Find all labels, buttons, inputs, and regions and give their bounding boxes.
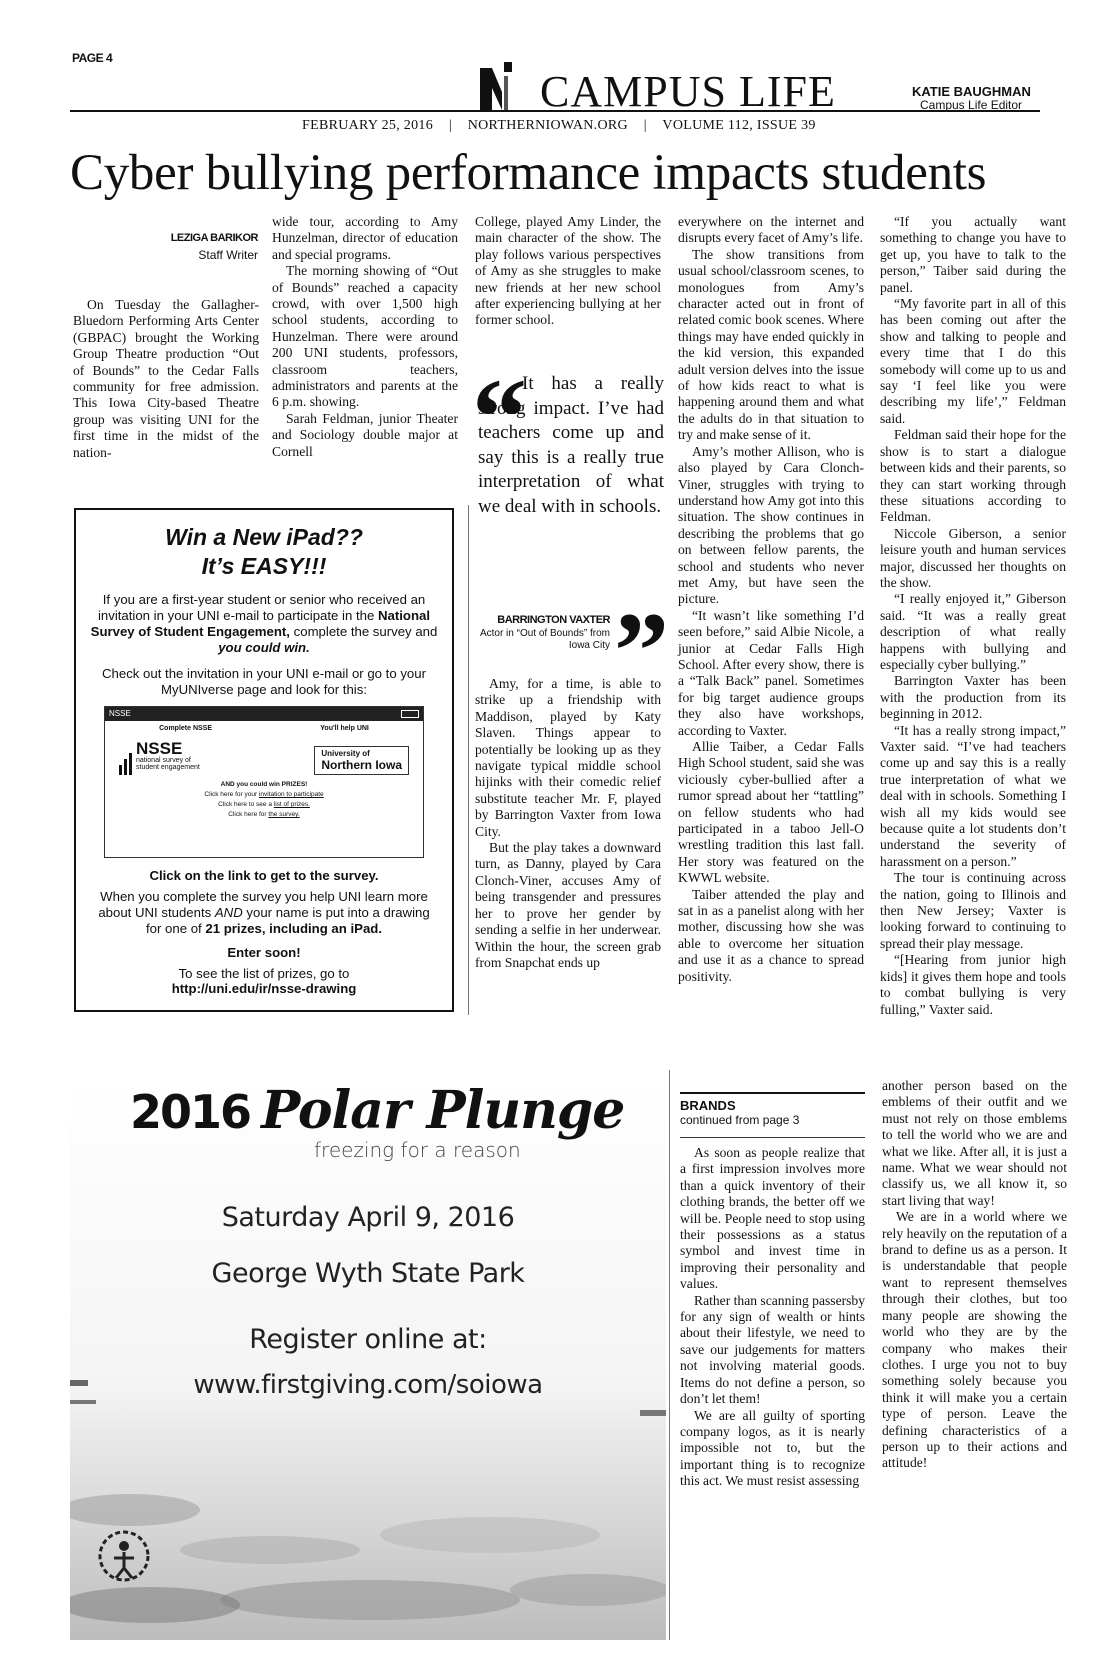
nsse-survey-link[interactable]: the survey. [268,811,300,818]
paragraph: Amy’s mother Allison, who is also played by Cara Clonch-Viner, struggles with trying to understand how Amy got into this situation. The show continues in describing the problems that go on between fellow parents, the school and students who never met Amy, but have seen the picture. [678,443,864,607]
paragraph: The show transitions from usual school/classroom scenes, to monologues from Amy’s character acted out in front of related comic book scenes. Where things may have ended quickly in the kid version, this expanded adult version delves into the issue of how kids react to what is happening around them and what the adults do in that situation to try and make sense of it. [678,246,864,443]
ipad-ad [74,508,454,1012]
paragraph: Feldman said their hope for the show is to start a dialogue between kids and their parents, so they can start working through these situations according to Feldman. [880,427,1066,525]
close-quote-mark: ” [614,590,669,712]
ad-paragraph-3: Click on the link to get to the survey. [149,868,379,883]
ad-text: If you are a first-year student or senior who received an invitation in your UNI e-mail to participate in the [97,592,426,623]
paragraph: everywhere on the internet and disrupts every facet of Amy’s life. [678,214,864,246]
brands-continued: continued from page 3 [680,1113,800,1127]
nsse-right-heading: You'll help UNI [320,725,369,732]
paragraph: Amy, for a time, is able to strike up a friendship with Maddison, played by Katy Slaven. Things appear to potentially be looking up as they navigate typical middle school hijinks with their comedic relief substitute teacher Mr. F, played by Barrington Vaxter from Iowa City. [475,676,661,839]
article-column-4 [678,214,864,985]
volume-issue: VOLUME 112, ISSUE 39 [662,118,816,133]
plunge-register: Register online at: [249,1324,487,1355]
plunge-tagline: freezing for a reason [314,1138,521,1162]
nsse-logo-sub: national survey of [136,757,191,764]
paragraph: Sarah Feldman, junior Theater and Sociology double major at Cornell [272,410,458,459]
brands-column-1 [680,1145,865,1490]
plunge-year: 2016 [130,1085,251,1139]
ad-enter-soon: Enter soon! [227,945,301,960]
open-quote-mark: “ [472,356,527,478]
paragraph: “It has a really strong impact,” Vaxter said. “I’ve had teachers come up and say this is a really true interpretation of what we deal with in schools. Something I wish all my kids would see because quite a lot students don’t understand the severity of harassment on a person.” [880,722,1066,869]
ad-drawing-url[interactable]: http://uni.edu/ir/nsse-drawing [171,981,357,996]
paragraph: Taiber attended the play and sat in as a panelist along with her mother, discussing how she was able to overcome her situation and use it as a chance to spread positivity. [678,886,864,984]
ad-title-line-1: Win a New iPad?? [165,524,363,550]
section-title: CAMPUS LIFE [540,67,836,116]
article-column-1 [73,297,259,461]
plunge-name: Polar Plunge [261,1080,625,1141]
paragraph: Allie Taiber, a Cedar Falls High School student, said she was viciously cyber-bullied after a rumor spread about her “tattling” on fellow students who had participated in a taboo Jell-O wrestling tradition this last fall. Her story was featured on the KWWL website. [678,739,864,886]
brands-column-2 [882,1078,1067,1472]
ad-text-bold: National Survey of Student Engagement, [90,608,431,639]
paragraph: wide tour, according to Amy Hunzelman, director of education and special programs. [272,214,458,262]
ad-text: your name is put into a drawing for one of [146,905,430,936]
nsse-link-prefix: Click here for your [204,791,258,798]
nsse-bar-label: NSSE [109,709,131,718]
uni-logo [314,746,409,775]
article-column-3-bottom [475,676,661,971]
nsse-prizes-line: AND you could win PRIZES! [220,781,308,788]
ad-text: When you complete the survey you help UNI learn more about UNI students [98,889,428,920]
nsse-left-heading: Complete NSSE [159,725,213,732]
paragraph: But the play takes a downward turn, as Danny, played by Cara Clonch-Viner, accuses Amy of being transgender and pressures her to prove her gender by sending a selfie in her underwear. Within the hour, the screen grab from Snapchat ends up [475,840,661,970]
paragraph: The morning showing of “Out of Bounds” reached a capacity crowd, with over 1,500 high school students, according to Hunzelman. There were around 200 UNI students, professors, classroom teachers, administrators and parents at the 6 p.m. showing. [272,263,458,410]
nsse-link-prefix: Click here to see a [218,801,272,808]
paragraph: “My favorite part in all of this has been coming out after the show and talking to people and every time that I do this somebody will come up to us and say ‘I feel like you were describing my life’,” Feldman said. [880,296,1066,426]
separator: | [448,118,452,133]
paragraph: another person based on the emblems of their outfit and we must not rely on those emblems to tell the world who we are and what we like. After all, it is just a name. What we wear should not classify us, we all know it, so start living that way! [882,1078,1067,1208]
ad-paragraph-1 [86,592,442,656]
nsse-logo: NSSE [136,739,183,758]
paragraph: On Tuesday the Gallagher-Bluedorn Performing Arts Center (GBPAC) brought the Working Group Theatre production “Out of Bounds” to the Cedar Falls community for free admission. This Iowa City-based Theatre group was visiting UNI for the first time in the midst of the nation- [73,297,259,460]
ad-text: complete the survey and [293,624,438,639]
headline: Cyber bullying performance impacts students [70,145,987,201]
paragraph: The tour is continuing across the nation, going to Illinois and then New Jersey; Vaxter is looking forward to continuing to spread their play message. [880,870,1066,951]
paragraph: “I really enjoyed it,” Giberson said. “It was a really great description of what really happens with bullying and especially cyber bullying.” [880,591,1066,672]
byline-name: LEZIGA BARIKOR [170,232,258,244]
brands-label-underline [680,1137,865,1138]
page-number: PAGE 4 [72,51,113,65]
byline-role: Staff Writer [198,248,258,262]
nsse-prizes-link[interactable]: list of prizes. [273,801,310,808]
paragraph: We are in a world where we rely heavily on the reputation of a brand to define us as a person. It is understandable that people want to represent themselves through their clothes, but too many people are showing the world who they are by the company who makes their clothes. I urge you not to buy something solely because you think it will make you a certain type of person. Leave the defining characteristics of a person up to their actions and attitude! [882,1209,1067,1471]
editor-name: KATIE BAUGHMAN [912,84,1031,99]
polar-plunge-ad [70,1080,666,1640]
northern-iowan-logo-icon [478,62,518,112]
pull-quote: It has a really strong impact. I’ve had teachers come up and say this is a really true interpretation of what we deal with in schools. [478,373,664,517]
nsse-invitation-link[interactable]: invitation to participate [258,791,324,798]
paragraph: “If you actually want something to change you have to get up, you have to talk to the person,” Taiber said during the panel. [880,214,1066,295]
nsse-titlebar [105,707,423,721]
paragraph: Rather than scanning passersby for any sign of wealth or hints about their lifestyle, we need to save our judgements for matters not involving material goods. Items do not define a person, so don’t let them! [680,1292,866,1407]
plunge-location: George Wyth State Park [211,1258,525,1289]
ad-paragraph-6: To see the list of prizes, go to [178,966,350,981]
ad-paragraph-4 [90,889,438,937]
paragraph: “It wasn’t like something I’d seen before,” said Albie Nicole, a junior at Cedar Falls High School. After every show, there is a “Talk Back” panel. Sometimes for big target audience groups they also have workshops, according to Vaxter. [678,607,864,738]
separator: | [643,118,647,133]
editor-role: Campus Life Editor [920,98,1023,112]
ad-text-bold: 21 prizes, including an iPad. [205,921,382,936]
icy-water-background [70,1080,666,1640]
website-link[interactable]: NORTHERNIOWAN.ORG [467,118,628,133]
article-column-5 [880,214,1066,1018]
paragraph: As soon as people realize that a first impression involves more than a quick inventory of their clothing brands, the better off we will be. People need to stop using their possessions as a status symbol and invest time in improving their personality and values. [680,1145,865,1292]
ad-text-italic: AND [214,905,243,920]
paragraph: “[Hearing from junior high kids] it gives them hope and tools to combat bullying is very fulling,” Vaxter said. [880,952,1066,1017]
special-olympics-logo-icon [94,1526,154,1586]
ad-paragraph-2: Check out the invitation in your UNI e-mail or go to your MyUNIverse page and look for this: [102,666,426,697]
paragraph: Barrington Vaxter has been with the production from its beginning in 2012. [880,673,1066,722]
column-rule [468,505,469,1015]
uni-logo-line: University of [321,749,370,758]
ad-title-line-2: It’s EASY!!! [201,553,327,579]
column-rule [669,1070,670,1640]
quote-attribution-name: BARRINGTON VAXTER [497,614,610,626]
ad-text-italic: you could win. [218,640,310,655]
paragraph: Niccole Giberson, a senior leisure youth and human services major, discussed her thoughts on the show. [880,525,1066,590]
nsse-logo-sub: student engagement [136,764,200,771]
paragraph: We are all guilty of sporting company logos, as it is nearly impossible not to, but the important thing is to recognize this act. We must resist assessing [680,1407,865,1489]
brands-label: BRANDS [680,1098,736,1113]
brands-label-box [680,1092,865,1127]
paragraph: College, played Amy Linder, the main character of the show. The play follows various perspectives of Amy as she struggles to make new friends at her new school after experiencing bullying at her former school. [475,214,661,328]
quote-attribution-role: Actor in “Out of Bounds” from Iowa City [479,628,610,651]
article-column-3-top [475,214,661,329]
plunge-title [130,1080,624,1141]
dateline [302,118,816,134]
uni-logo-line: Northern Iowa [321,758,402,772]
article-column-2 [272,214,458,460]
nsse-screenshot [104,706,424,858]
nsse-link-prefix: Click here for [228,811,267,818]
nsse-bars-icon [119,740,132,775]
plunge-url[interactable]: www.firstgiving.com/soiowa [193,1370,543,1400]
window-controls-icon [401,710,419,718]
plunge-date: Saturday April 9, 2016 [221,1202,515,1233]
issue-date: FEBRUARY 25, 2016 [302,118,433,133]
